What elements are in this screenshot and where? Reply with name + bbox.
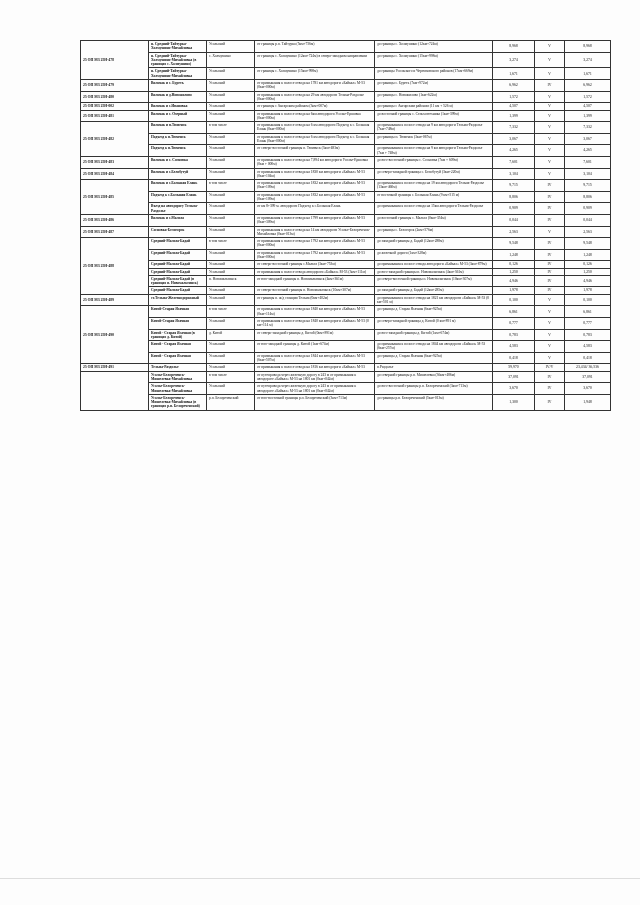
total-length-cell: 0,044 (565, 214, 611, 226)
total-length-cell: 0,418 (565, 352, 611, 364)
length-cell: 9,715 (493, 180, 535, 192)
length-cell: 0,777 (493, 317, 535, 329)
segment-start-cell: от примыкания к полосе отвода на 6 км автодороги Подъезд к с. Большая Елань (0км+000м) (255, 133, 375, 145)
road-name-cell: Сосновка-Белогорск (149, 226, 207, 238)
district-cell: Усольский (207, 214, 255, 226)
length-cell: 0,783 (493, 329, 535, 341)
table-row (81, 329, 611, 341)
road-name-cell: Китой-Старая Ясачная (149, 317, 207, 329)
total-length-cell: 1,978 (565, 287, 611, 294)
total-length-cell: 0,909 (565, 203, 611, 215)
total-length-cell: 4,946 (565, 275, 611, 287)
road-name-cell: Тельма-Раздолье (149, 364, 207, 371)
segment-end-cell: до западной границы д. Бадай (12км+285м) (375, 287, 493, 294)
segment-start-cell: от путепровода через железную дорогу в 243 м от примыкания к автодороге «Байкал» М-53 на 1801 км (0км+042м) (255, 383, 375, 395)
length-cell: 1,399 (493, 110, 535, 122)
road-code-cell: 25 ОП МЗ 25Н-489 (81, 294, 149, 306)
district-cell: с. Холмушино (207, 52, 255, 68)
total-length-cell: 1,399 (565, 110, 611, 122)
length-cell: 3,670 (493, 383, 535, 395)
table-row (81, 341, 611, 353)
segment-end-cell: до границы с Ангарским районом (11 км + 526 м) (375, 103, 493, 110)
segment-end-cell: до примыкания к полосе отвода на 19 км автодороги Тельма-Раздолье (13км+460м) (375, 180, 493, 192)
district-cell: Усольский (207, 287, 255, 294)
road-code-cell: 25 ОП МЗ 25Н-482 (81, 122, 149, 157)
road-name-cell: Вильчак и с.Ивановка (149, 103, 207, 110)
segment-start-cell: от юго-западной границы д. Китой (1км+674м) (255, 341, 375, 353)
category-cell: IV (535, 287, 565, 294)
length-cell: 4,507 (493, 103, 535, 110)
road-name-cell: Вильчак и с.Белобутуй (149, 168, 207, 180)
length-cell: 59,970 (493, 364, 535, 371)
segment-start-cell: от примыкания к полосе отвода на 14 км автодороги Усолье-Белореченск-Михайловка (0км+013м) (255, 226, 375, 238)
district-cell: р.п. Белореченский (207, 394, 255, 410)
district-cell: в том числе (207, 122, 255, 134)
district-cell: Усольский (207, 156, 255, 168)
category-cell: IV (535, 238, 565, 250)
road-name-cell: Вильчак и с. Озерный (149, 110, 207, 122)
total-length-cell: 2,563 (565, 226, 611, 238)
length-cell: 37,091 (493, 371, 535, 383)
length-cell: 0,909 (493, 203, 535, 215)
segment-start-cell: от северо-восточной границы п. Тюменск (3км+483м) (255, 145, 375, 157)
road-name-cell: Средний-Мальта-Бадай (149, 287, 207, 294)
table-row (81, 103, 611, 110)
segment-start-cell: от границы с. Холмушино (12км+724м) в северо-западном направлении (255, 52, 375, 68)
segment-end-cell: до границы с. Новожилово (1км+622м) (375, 91, 493, 103)
segment-start-cell: от примыкания к полосе отвода на 6км автодороги Усолье-Ершовка (0км+000м) (255, 110, 375, 122)
total-length-cell: 1,948 (565, 394, 611, 410)
table-row (81, 317, 611, 329)
total-length-cell: 4,265 (565, 145, 611, 157)
length-cell: 0,418 (493, 352, 535, 364)
table-row (81, 352, 611, 364)
length-cell: 3,274 (493, 52, 535, 68)
length-cell: 3,104 (493, 168, 535, 180)
segment-start-cell: от границы п. ж/д станции Тельма (0км+402м) (255, 294, 375, 306)
segment-start-cell: от примыкания к полосе отвода на 1816 км автодороги «Байкал» М-53 (255, 364, 375, 371)
district-cell: в том числе (207, 238, 255, 250)
segment-end-cell: до примыкания к полосе отвода автодороги «Байкал» М-53 (3км+879м) (375, 261, 493, 268)
total-length-cell: 7,332 (565, 122, 611, 134)
segment-start-cell: от примыкания к полосе отвода на 1832 км автодороги «Байкал» М-53 (0км+109м) (255, 191, 375, 203)
total-length-cell: 0,100 (565, 294, 611, 306)
length-cell: 8,968 (493, 41, 535, 53)
segment-start-cell: от границы с Ангарским районом (3км+007м) (255, 103, 375, 110)
segment-end-cell: до юго-восточной границы р.п. Белореченский (3км+713м) (375, 383, 493, 395)
road-name-cell: Средний-Мальта-Бадай (149, 238, 207, 250)
district-cell: д. Китой (207, 329, 255, 341)
segment-end-cell: до примыкания к полосе отвода на 1844 км автодороги «Байкал» М-53 (6км+257м) (375, 341, 493, 353)
length-cell: 0,126 (493, 261, 535, 268)
road-name-cell: Китой - Старая Ясачная (в границах д. Китой) (149, 329, 207, 341)
length-cell: 3,067 (493, 133, 535, 145)
length-cell: 4,946 (493, 275, 535, 287)
district-cell: Усольский (207, 317, 255, 329)
table-row (81, 383, 611, 395)
table-row (81, 214, 611, 226)
category-cell: IV (535, 80, 565, 92)
district-cell: Усольский (207, 110, 255, 122)
segment-start-cell: от примыкания к полосе отвода автодороги «Байкал» М-53 (3км+111м) (255, 268, 375, 275)
road-code-cell: 25 ОП МЗ 25Н-486 (81, 214, 149, 226)
category-cell: V (535, 156, 565, 168)
category-cell: IV (535, 268, 565, 275)
segment-start-cell: от примыкания к полосе отвода на 6 км автодороги Подъезд к с. Большая Елань (0км+000м) (255, 122, 375, 134)
segment-end-cell: от восточной границы с. Большая Елань (9 км+515 м) (375, 191, 493, 203)
segment-end-cell: до железной дороги (1км+328м) (375, 249, 493, 261)
segment-end-cell: до северо-западной границы с. Белобутуй (3км+220м) (375, 168, 493, 180)
length-cell: 2,563 (493, 226, 535, 238)
table-row (81, 268, 611, 275)
total-length-cell: 6,962 (565, 80, 611, 92)
segment-start-cell: от примыкания к полосе отвода на 1781 км автодороги «Байкал» М-53 (0км+000м) (255, 80, 375, 92)
segment-start-cell: от примыкания к полосе отвода на 1840 км автодороги «Байкал» М-53 (0км+114м) (255, 306, 375, 318)
segment-start-cell: от северо-восточной границы п. Новомальтинск (10км+307м) (255, 287, 375, 294)
table-row (81, 52, 611, 68)
table-row (81, 91, 611, 103)
road-name-cell: н. Средний-Тайтурка-Холмушино-Михайловка (149, 41, 207, 53)
road-code-cell: 25 ОП МЗ 25Н-484 (81, 168, 149, 180)
district-cell: Усольский (207, 352, 255, 364)
category-cell: IV (535, 180, 565, 192)
category-cell: V (535, 341, 565, 353)
length-cell: 0,100 (493, 294, 535, 306)
total-length-cell: 37,091 (565, 371, 611, 383)
total-length-cell: 4,507 (565, 103, 611, 110)
road-name-cell: Китой-Старая Ясачная (149, 306, 207, 318)
segment-end-cell: до юго-западной границы д. Китой (1км+674м) (375, 329, 493, 341)
district-cell: Усольский (207, 364, 255, 371)
road-name-cell: Въезд на автодорогу Тельма-Раздолье (149, 203, 207, 215)
table-row (81, 364, 611, 371)
segment-start-cell: от северо-западной границы д. Китой (0км+891м) (255, 329, 375, 341)
segment-end-cell: до восточной границы с. Сельхозтехника (1км+399м) (375, 110, 493, 122)
road-name-cell: Средний-Мальта-Бадай (в границах п. Новомальтинск) (149, 275, 207, 287)
segment-end-cell: до юго-западной границы п. Новомальтинск (4км+361м) (375, 268, 493, 275)
category-cell: V (535, 294, 565, 306)
table-row (81, 145, 611, 157)
total-length-cell: 1,250 (565, 268, 611, 275)
table-row (81, 156, 611, 168)
table-row (81, 191, 611, 203)
length-cell: 6,861 (493, 306, 535, 318)
category-cell: IV (535, 249, 565, 261)
road-name-cell: Китой - Старая Ясачная (149, 352, 207, 364)
road-name-cell: Вильчак и с.Мальта (149, 214, 207, 226)
length-cell: 4,583 (493, 341, 535, 353)
segment-start-cell: от примыкания к полосе отвода на 1792 км автодороги «Байкал» М-53 (0км+000м) (255, 238, 375, 250)
road-code-cell: 25 ОП МЗ 25Н-487 (81, 226, 149, 238)
road-name-cell: ст.Тельма-Железнодорожный (149, 294, 207, 306)
total-length-cell: 1,248 (565, 249, 611, 261)
category-cell: V (535, 110, 565, 122)
table-row (81, 133, 611, 145)
district-cell: в том числе (207, 371, 255, 383)
table-row (81, 122, 611, 134)
category-cell: V (535, 133, 565, 145)
segment-end-cell: до границы с. Буреть (7км+972м) (375, 80, 493, 92)
segment-end-cell: до границы с. Белогорск (2км+576м) (375, 226, 493, 238)
district-cell: Усольский (207, 203, 255, 215)
total-length-cell: 9,548 (565, 238, 611, 250)
segment-start-cell: от примыкания к полосе отвода на 7,894 км автодороги Усолье-Ершовка (0км + 000м) (255, 156, 375, 168)
total-length-cell: 1,671 (565, 68, 611, 80)
table-row (81, 68, 611, 80)
segment-start-cell: от границы с. Холмушино (15км+998м) (255, 68, 375, 80)
district-cell: в том числе (207, 180, 255, 192)
district-cell: в том числе (207, 306, 255, 318)
road-name-cell: Вильчак и с. Сосновка (149, 156, 207, 168)
page-bottom-edge (0, 878, 640, 879)
category-cell: IV (535, 394, 565, 410)
road-name-cell: Китой - Старая Ясачная (149, 341, 207, 353)
table-row (81, 80, 611, 92)
total-length-cell: 9,715 (565, 180, 611, 192)
district-cell: Усольский (207, 226, 255, 238)
table-row (81, 294, 611, 306)
category-cell: IV (535, 371, 565, 383)
table-row (81, 394, 611, 410)
segment-start-cell: от примыкания к полосе отвода на 1799 км автодороги «Байкал» М-53 (0км+309м) (255, 214, 375, 226)
total-length-cell: 3,670 (565, 383, 611, 395)
segment-end-cell: до примыкания к полосе отвода на 1821 км автодороги «Байкал» М-53 (0 км+501 м) (375, 294, 493, 306)
segment-end-cell: до восточной границы с. Мальта (0км+354м) (375, 214, 493, 226)
road-name-cell: н. Средний-Тайтурка-Холмушино-Михайловка (149, 68, 207, 80)
road-name-cell: Вильчак и с.Большая Елань (149, 180, 207, 192)
district-cell: Усольский (207, 68, 255, 80)
district-cell: Усольский (207, 168, 255, 180)
table-row (81, 238, 611, 250)
district-cell: Усольский (207, 294, 255, 306)
district-cell: Усольский (207, 261, 255, 268)
road-name-cell: Усолье-Белореченск-Мишелевка-Михайловка (149, 383, 207, 395)
segment-start-cell: от примыкания к полосе отвода на 1792 км автодороги «Байкал» М-53 (0км+000м) (255, 249, 375, 261)
segment-end-cell: до границы п. Тюменск (3км+067м) (375, 133, 493, 145)
segment-start-cell: от примыкания к полосе отвода на 1840 км автодороги «Байкал» М-53 (0 км+114 м) (255, 317, 375, 329)
length-cell: 8,806 (493, 191, 535, 203)
district-cell: Усольский (207, 145, 255, 157)
segment-end-cell: до границы с. Холмушино (15км+998м) (375, 52, 493, 68)
road-code-cell: 25 ОП МЗ 25Н-491 (81, 364, 149, 371)
total-length-cell: 8,806 (565, 191, 611, 203)
district-cell: Усольский (207, 41, 255, 53)
table-row (81, 41, 611, 53)
segment-end-cell: до юго-восточной границы с. Сосновка (7км + 609м) (375, 156, 493, 168)
road-code-cell (81, 371, 149, 410)
total-length-cell: 6,861 (565, 306, 611, 318)
segment-end-cell: до границы д. Старая Ясачная (6км+925м) (375, 306, 493, 318)
district-cell: п. Новомальтинск (207, 275, 255, 287)
length-cell: 7,601 (493, 156, 535, 168)
road-name-cell: Подъезд к с.Большая Елань (149, 191, 207, 203)
total-length-cell: 7,601 (565, 156, 611, 168)
district-cell: Усольский (207, 268, 255, 275)
segment-end-cell: до северо-восточной границы п. Новомальтинск (10км+307м) (375, 275, 493, 287)
category-cell: V (535, 352, 565, 364)
category-cell: IV (535, 203, 565, 215)
total-length-cell: 0,783 (565, 329, 611, 341)
category-cell: V (535, 168, 565, 180)
category-cell: V (535, 226, 565, 238)
length-cell: 1,248 (493, 249, 535, 261)
table-row (81, 371, 611, 383)
table-row (81, 110, 611, 122)
road-name-cell: Вильчак и с. Буреть (149, 80, 207, 92)
segment-start-cell: от примыкания к полосе отвода на 1844 км автодороги «Байкал» М-53 (6км+507м) (255, 352, 375, 364)
road-name-cell: Усолье-Белореченск-Мишелевка-Михайловка (в границах р.п. Белореченский) (149, 394, 207, 410)
table-row (81, 249, 611, 261)
segment-end-cell: до границы р.п. Белореченский (5км+013м) (375, 394, 493, 410)
district-cell: Усольский (207, 80, 255, 92)
table-row (81, 261, 611, 268)
length-cell: 7,332 (493, 122, 535, 134)
segment-end-cell: до западной границы д. Бадай (12км+288м) (375, 238, 493, 250)
segment-end-cell: до примыкания к полосе отвода на 9 км автодороги Тельма-Раздолье (7км + 748м) (375, 145, 493, 157)
road-name-cell: Усолье-Белореченск-Мишелевка-Михайловка (149, 371, 207, 383)
district-cell: Усольский (207, 133, 255, 145)
segment-start-cell: от юго-восточной границы р.п. Белореченский (3км+713м) (255, 394, 375, 410)
road-code-cell: 25 ОП МЗ 25Н-479 (81, 80, 149, 92)
total-length-cell: 8,968 (565, 41, 611, 53)
road-name-cell: Подъезд к п.Тюменск (149, 145, 207, 157)
total-length-cell: 3,104 (565, 168, 611, 180)
segment-end-cell: до северо-западной границы д. Китой (0 км+891 м) (375, 317, 493, 329)
category-cell: V (535, 91, 565, 103)
road-name-cell: Вильчак и д.Новожилово (149, 91, 207, 103)
road-code-cell: 25 ОП МЗ 25Н-485 (81, 180, 149, 215)
segment-start-cell: от путепровода через железную дорогу в 243 м от примыкания к автодороге «Байкал» М-53 на 1801 км (0км+042м) (255, 371, 375, 383)
category-cell: IV (535, 214, 565, 226)
district-cell: Усольский (207, 91, 255, 103)
length-cell: 6,962 (493, 80, 535, 92)
category-cell: IV (535, 275, 565, 287)
table-row (81, 226, 611, 238)
road-name-cell: Вильчак и п.Тюменск (149, 122, 207, 134)
length-cell: 4,265 (493, 145, 535, 157)
segment-start-cell: от северо-восточной границы с.Мальта (3км+753м) (255, 261, 375, 268)
segment-start-cell: от примыкания к полосе отвода на 29 км автодороги Тельма-Раздолье (0км+000м) (255, 91, 375, 103)
category-cell: V (535, 52, 565, 68)
road-name-cell: Средний-Мальта-Бадай (149, 249, 207, 261)
district-cell: Усольский (207, 103, 255, 110)
category-cell: V (535, 145, 565, 157)
total-length-cell: 3,067 (565, 133, 611, 145)
category-cell: IV (535, 191, 565, 203)
length-cell: 1,978 (493, 287, 535, 294)
total-length-cell: 0,777 (565, 317, 611, 329)
segment-start-cell: от границы р.п. Тайтурка (5км+756м) (255, 41, 375, 53)
total-length-cell: 23,434/ 36,536 (565, 364, 611, 371)
length-cell: 1,250 (493, 268, 535, 275)
length-cell: 1,671 (493, 68, 535, 80)
category-cell: V (535, 68, 565, 80)
segment-end-cell: до границы Усольского и Черемховского районов (17км+669м) (375, 68, 493, 80)
total-length-cell: 0,126 (565, 261, 611, 268)
road-code-cell: 25 ОП МЗ 25Н-481 (81, 110, 149, 122)
table-row (81, 287, 611, 294)
segment-end-cell: до северной границы р.п. Мишелевка (36км+486м) (375, 371, 493, 383)
segment-start-cell: от примыкания к полосе отвода на 1832 км автодороги «Байкал» М-53 (0км+109м) (255, 180, 375, 192)
table-row (81, 275, 611, 287)
segment-end-cell: до примыкания к полосе отвода на 15км автодороги Тельма-Раздолье (375, 203, 493, 215)
category-cell: V (535, 41, 565, 53)
table-row (81, 203, 611, 215)
table-row (81, 306, 611, 318)
total-length-cell: 1,572 (565, 91, 611, 103)
length-cell: 1,572 (493, 91, 535, 103)
road-code-cell: 25 ОП МЗ 25Н-480 (81, 91, 149, 103)
road-name-cell: н. Средний-Тайтурка-Холмушино-Михайловка (в границах с. Холмушино) (149, 52, 207, 68)
road-code-cell: 25 ОП МЗ 25Н-483 (81, 156, 149, 168)
table-row (81, 168, 611, 180)
district-cell: Усольский (207, 383, 255, 395)
category-cell: IV/V (535, 364, 565, 371)
category-cell: V (535, 103, 565, 110)
district-cell: Усольский (207, 191, 255, 203)
road-name-cell: Средний-Мальта-Бадай (149, 268, 207, 275)
segment-end-cell: до границы д. Старая Ясачная (6км+925м) (375, 352, 493, 364)
segment-end-cell: до примыкания к полосе отвода на 9 км автодороги Тельма-Раздолье (7км+748м) (375, 122, 493, 134)
district-cell: Усольский (207, 341, 255, 353)
road-name-cell: Средний-Мальта-Бадай (149, 261, 207, 268)
table-row (81, 180, 611, 192)
total-length-cell: 4,583 (565, 341, 611, 353)
segment-end-cell: до границы с. Холмушино (12км+724м) (375, 41, 493, 53)
total-length-cell: 3,274 (565, 52, 611, 68)
segment-start-cell: от примыкания к полосе отвода на 1830 км автодороги «Байкал» М-53 (0км+104м) (255, 168, 375, 180)
road-code-cell: 25 ОП МЗ 25Н-002 (81, 103, 149, 110)
category-cell: IV (535, 383, 565, 395)
road-register-table (80, 40, 611, 411)
category-cell: V (535, 329, 565, 341)
segment-end-cell: п.Раздолье (375, 364, 493, 371)
road-name-cell: Подъезд к п.Тюменск (149, 133, 207, 145)
segment-start-cell: от юго-западной границы п. Новомальтинск (4км+361м) (255, 275, 375, 287)
category-cell: V (535, 306, 565, 318)
segment-start-cell: от км 8+399 м. автодороги Подъезд к с.Большая Елань (255, 203, 375, 215)
length-cell: 9,548 (493, 238, 535, 250)
length-cell: 1,300 (493, 394, 535, 410)
length-cell: 0,044 (493, 214, 535, 226)
category-cell: V (535, 317, 565, 329)
road-code-cell: 25 ОП МЗ 25Н-478 (81, 41, 149, 80)
category-cell: IV (535, 261, 565, 268)
road-code-cell: 25 ОП МЗ 25Н-490 (81, 306, 149, 364)
road-code-cell: 25 ОП МЗ 25Н-488 (81, 238, 149, 295)
district-cell: Усольский (207, 249, 255, 261)
category-cell: V (535, 122, 565, 134)
